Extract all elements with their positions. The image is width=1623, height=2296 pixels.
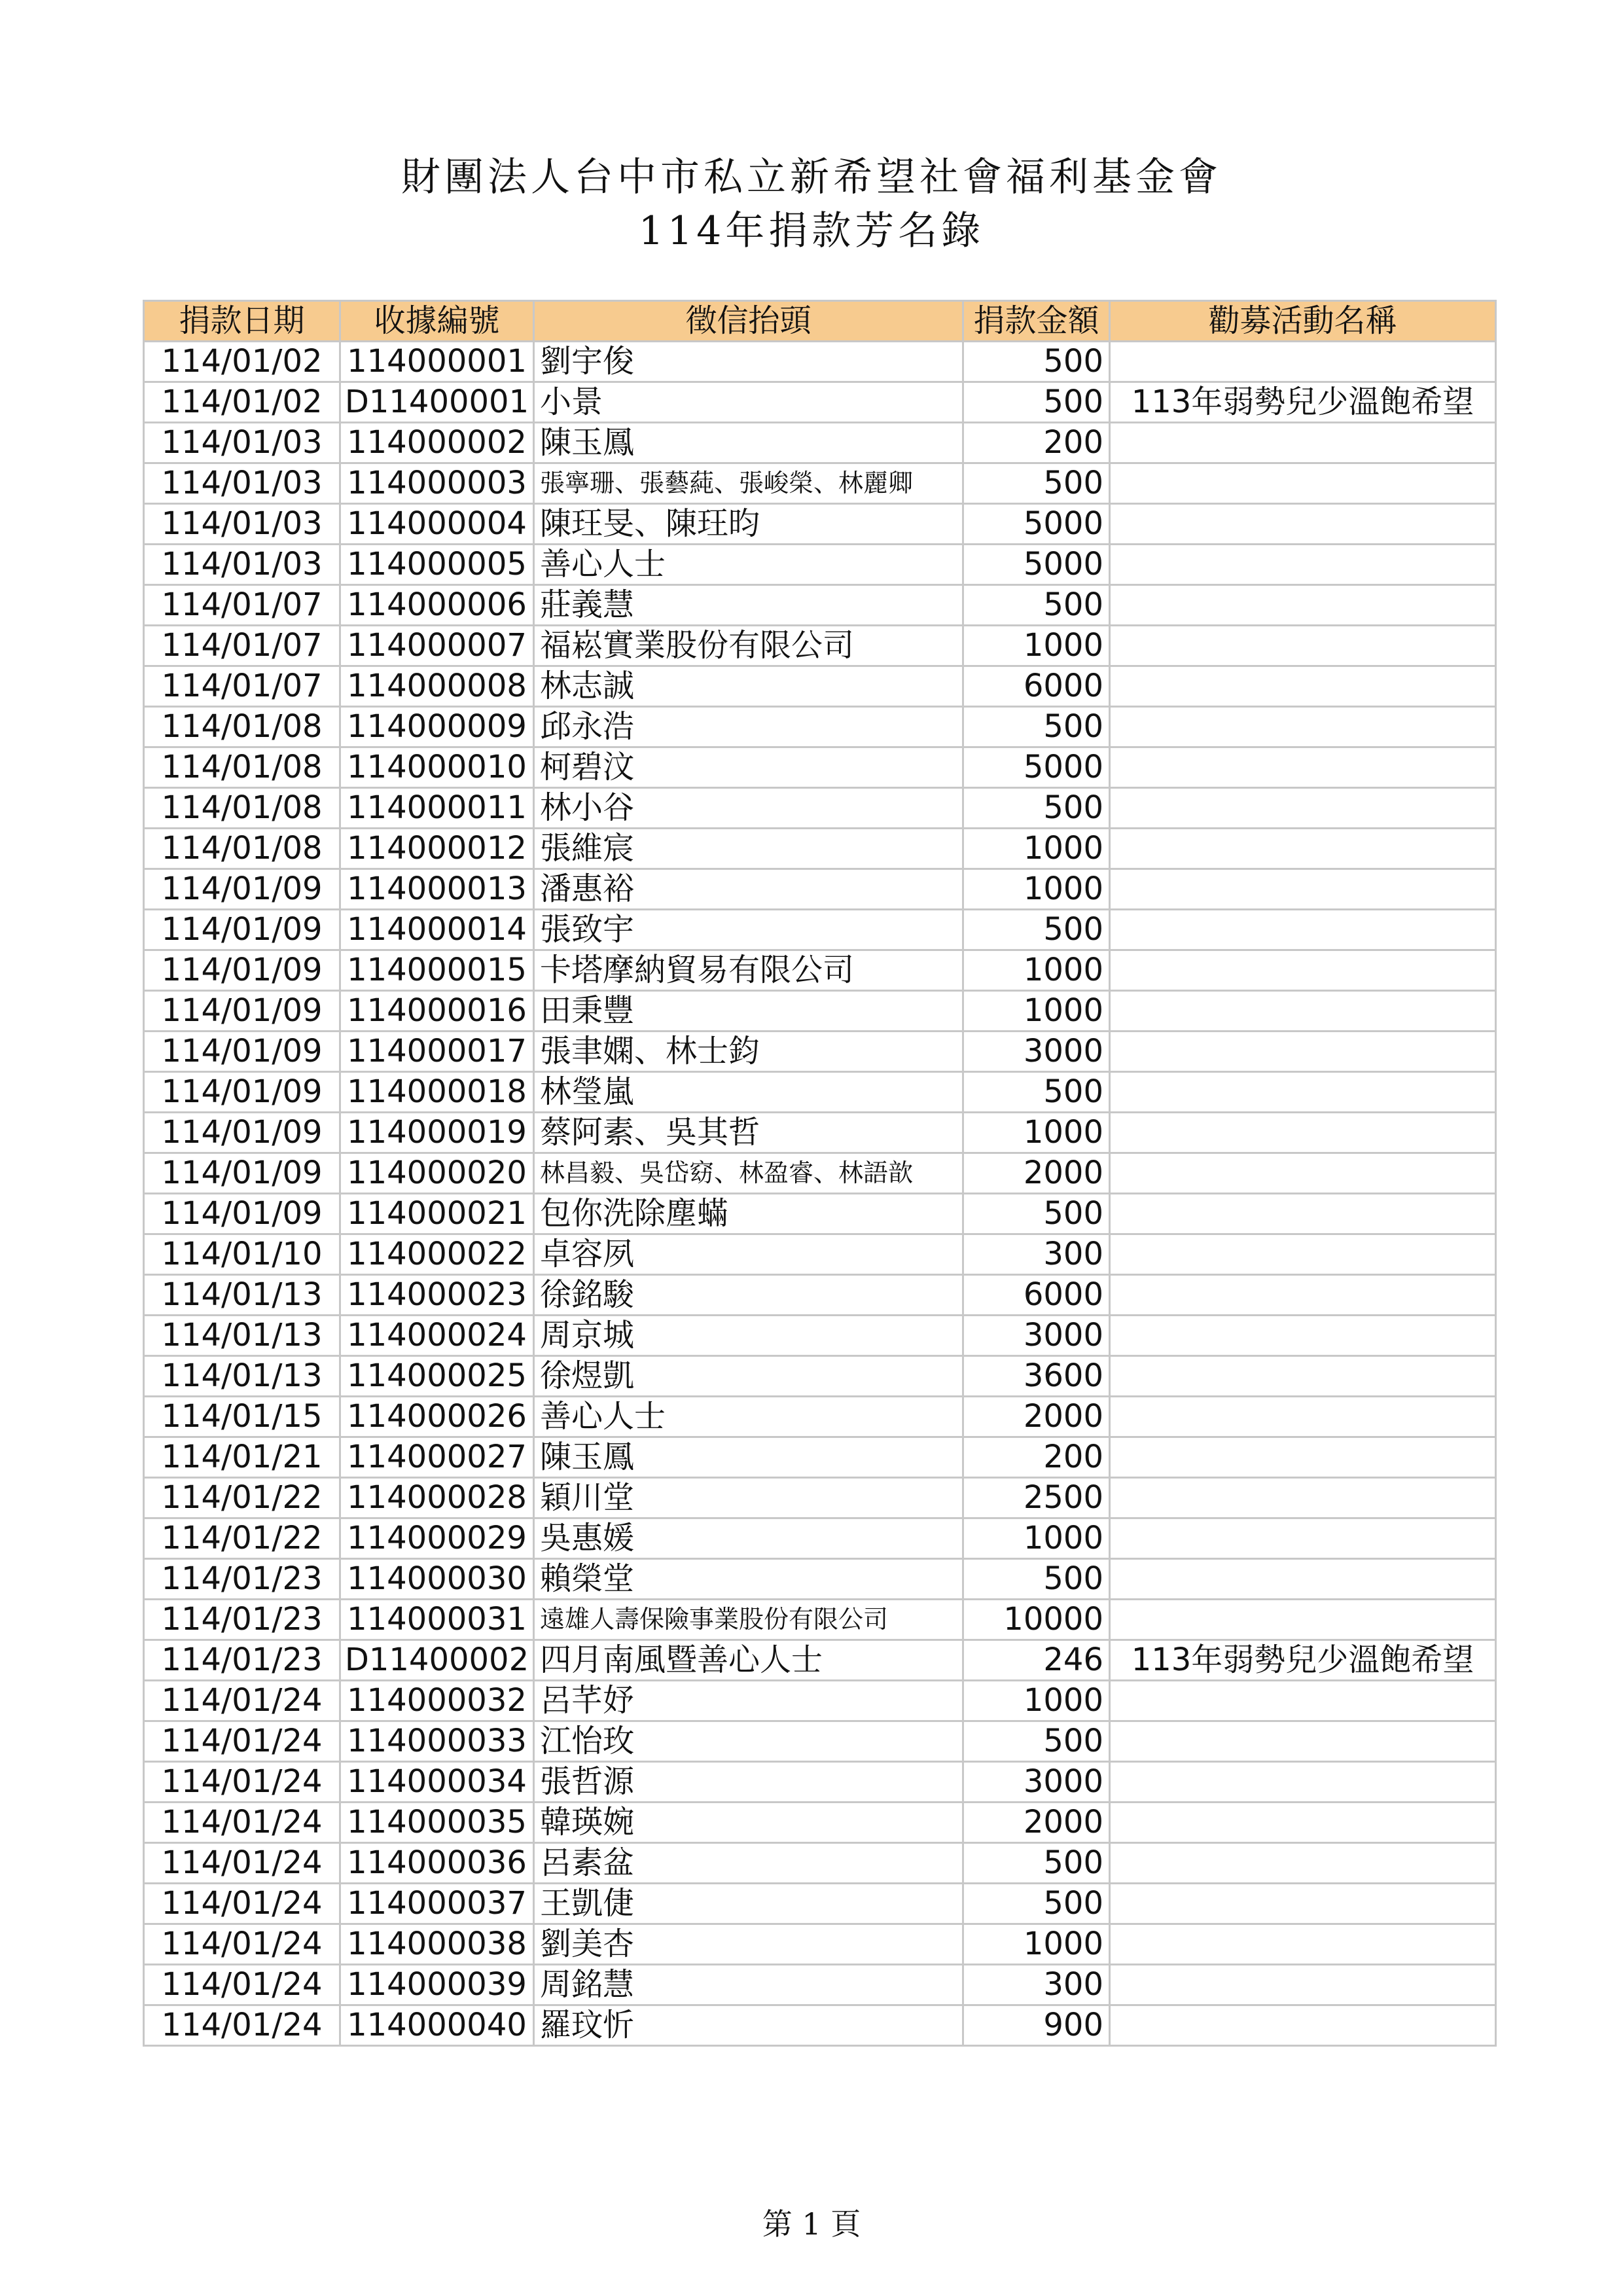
donor-name-cell: 林昌毅、吳岱窈、林盈睿、林語歆 [534, 1153, 963, 1194]
amount-cell: 3000 [963, 1031, 1110, 1072]
table-row [144, 1518, 1496, 1559]
donor-name-cell: 張致宇 [534, 910, 963, 950]
amount-cell: 500 [963, 1884, 1110, 1924]
date-cell: 114/01/24 [144, 1843, 340, 1884]
amount-cell: 3000 [963, 1762, 1110, 1803]
receipt-cell: 114000020 [340, 1153, 534, 1194]
campaign-cell [1110, 585, 1496, 626]
amount-cell: 1000 [963, 869, 1110, 910]
campaign-cell [1110, 666, 1496, 707]
table-row [144, 950, 1496, 991]
receipt-cell: 114000024 [340, 1316, 534, 1356]
amount-cell: 200 [963, 1437, 1110, 1478]
date-cell: 114/01/02 [144, 342, 340, 382]
date-cell: 114/01/07 [144, 626, 340, 666]
donor-name-cell: 善心人士 [534, 1397, 963, 1437]
document-title: 財團法人台中市私立新希望社會福利基金會 [401, 154, 1222, 200]
table-row [144, 1640, 1496, 1681]
date-cell: 114/01/02 [144, 382, 340, 423]
date-cell: 114/01/09 [144, 1072, 340, 1113]
amount-cell: 500 [963, 463, 1110, 504]
header-date: 捐款日期 [144, 301, 340, 342]
receipt-cell: 114000004 [340, 504, 534, 545]
donor-name-cell: 劉美杏 [534, 1924, 963, 1965]
donor-name-cell: 陳玉鳳 [534, 1437, 963, 1478]
date-cell: 114/01/09 [144, 869, 340, 910]
date-cell: 114/01/09 [144, 910, 340, 950]
donor-name-cell: 張哲源 [534, 1762, 963, 1803]
amount-cell: 3600 [963, 1356, 1110, 1397]
amount-cell: 1000 [963, 829, 1110, 869]
receipt-cell: 114000033 [340, 1721, 534, 1762]
receipt-cell: 114000006 [340, 585, 534, 626]
date-cell: 114/01/24 [144, 1681, 340, 1721]
amount-cell: 500 [963, 1072, 1110, 1113]
donor-name-cell: 劉宇俊 [534, 342, 963, 382]
table-row [144, 1356, 1496, 1397]
table-row [144, 1559, 1496, 1600]
date-cell: 114/01/24 [144, 1803, 340, 1843]
receipt-cell: D11400001 [340, 382, 534, 423]
date-cell: 114/01/03 [144, 423, 340, 463]
campaign-cell [1110, 707, 1496, 747]
date-cell: 114/01/24 [144, 1965, 340, 2005]
amount-cell: 2500 [963, 1478, 1110, 1518]
header-name: 徵信抬頭 [534, 301, 963, 342]
receipt-cell: 114000019 [340, 1113, 534, 1153]
table-row [144, 869, 1496, 910]
donor-name-cell: 呂芊妤 [534, 1681, 963, 1721]
receipt-cell: 114000025 [340, 1356, 534, 1397]
donor-name-cell: 江怡玫 [534, 1721, 963, 1762]
amount-cell: 1000 [963, 1681, 1110, 1721]
date-cell: 114/01/24 [144, 1884, 340, 1924]
campaign-cell [1110, 504, 1496, 545]
table-row [144, 342, 1496, 382]
table-row [144, 1965, 1496, 2005]
donor-name-cell: 遠雄人壽保險事業股份有限公司 [534, 1600, 963, 1640]
date-cell: 114/01/23 [144, 1600, 340, 1640]
table-row [144, 1113, 1496, 1153]
date-cell: 114/01/08 [144, 707, 340, 747]
campaign-cell [1110, 1356, 1496, 1397]
table-row [144, 1843, 1496, 1884]
table-row [144, 1397, 1496, 1437]
donor-name-cell: 善心人士 [534, 545, 963, 585]
date-cell: 114/01/13 [144, 1356, 340, 1397]
date-cell: 114/01/15 [144, 1397, 340, 1437]
amount-cell: 500 [963, 788, 1110, 829]
campaign-cell [1110, 1965, 1496, 2005]
campaign-cell [1110, 829, 1496, 869]
receipt-cell: 114000015 [340, 950, 534, 991]
amount-cell: 500 [963, 1721, 1110, 1762]
receipt-cell: 114000037 [340, 1884, 534, 1924]
table-row [144, 1072, 1496, 1113]
receipt-cell: 114000039 [340, 1965, 534, 2005]
table-row [144, 991, 1496, 1031]
amount-cell: 5000 [963, 545, 1110, 585]
amount-cell: 5000 [963, 747, 1110, 788]
campaign-cell [1110, 788, 1496, 829]
donor-name-cell: 陳玉鳳 [534, 423, 963, 463]
amount-cell: 500 [963, 707, 1110, 747]
receipt-cell: 114000026 [340, 1397, 534, 1437]
table-row [144, 382, 1496, 423]
table-row [144, 626, 1496, 666]
receipt-cell: 114000021 [340, 1194, 534, 1234]
receipt-cell: 114000002 [340, 423, 534, 463]
table-row [144, 1234, 1496, 1275]
amount-cell: 6000 [963, 666, 1110, 707]
date-cell: 114/01/09 [144, 991, 340, 1031]
donor-name-cell: 徐銘駿 [534, 1275, 963, 1316]
campaign-cell [1110, 1559, 1496, 1600]
donor-name-cell: 卡塔摩納貿易有限公司 [534, 950, 963, 991]
amount-cell: 6000 [963, 1275, 1110, 1316]
table-row [144, 788, 1496, 829]
receipt-cell: 114000028 [340, 1478, 534, 1518]
receipt-cell: 114000035 [340, 1803, 534, 1843]
receipt-cell: 114000030 [340, 1559, 534, 1600]
receipt-cell: 114000027 [340, 1437, 534, 1478]
page-number: 第 1 頁 [762, 2206, 861, 2242]
date-cell: 114/01/22 [144, 1478, 340, 1518]
header-amount: 捐款金額 [963, 301, 1110, 342]
donor-name-cell: 四月南風暨善心人士 [534, 1640, 963, 1681]
receipt-cell: 114000012 [340, 829, 534, 869]
receipt-cell: 114000040 [340, 2005, 534, 2046]
date-cell: 114/01/08 [144, 747, 340, 788]
table-row [144, 1803, 1496, 1843]
table-row [144, 1721, 1496, 1762]
amount-cell: 500 [963, 342, 1110, 382]
table-row [144, 707, 1496, 747]
amount-cell: 300 [963, 1234, 1110, 1275]
donor-name-cell: 林瑩嵐 [534, 1072, 963, 1113]
date-cell: 114/01/23 [144, 1640, 340, 1681]
table-row [144, 1031, 1496, 1072]
campaign-cell [1110, 1924, 1496, 1965]
receipt-cell: 114000008 [340, 666, 534, 707]
date-cell: 114/01/03 [144, 545, 340, 585]
document-subtitle: 114年捐款芳名錄 [638, 208, 985, 254]
campaign-cell [1110, 1518, 1496, 1559]
table-row [144, 1437, 1496, 1478]
date-cell: 114/01/24 [144, 1721, 340, 1762]
amount-cell: 1000 [963, 1924, 1110, 1965]
campaign-cell [1110, 1113, 1496, 1153]
table-row [144, 1153, 1496, 1194]
receipt-cell: 114000013 [340, 869, 534, 910]
campaign-cell [1110, 1234, 1496, 1275]
campaign-cell [1110, 1275, 1496, 1316]
campaign-cell [1110, 1762, 1496, 1803]
table-body [144, 342, 1496, 2046]
campaign-cell [1110, 1843, 1496, 1884]
campaign-cell [1110, 1478, 1496, 1518]
donor-name-cell: 穎川堂 [534, 1478, 963, 1518]
campaign-cell [1110, 869, 1496, 910]
campaign-cell [1110, 1397, 1496, 1437]
amount-cell: 246 [963, 1640, 1110, 1681]
table-row [144, 2005, 1496, 2046]
donor-name-cell: 林志誠 [534, 666, 963, 707]
donor-name-cell: 徐煜凱 [534, 1356, 963, 1397]
campaign-cell [1110, 463, 1496, 504]
amount-cell: 500 [963, 1194, 1110, 1234]
campaign-cell [1110, 1031, 1496, 1072]
amount-cell: 2000 [963, 1397, 1110, 1437]
donor-name-cell: 羅玟忻 [534, 2005, 963, 2046]
date-cell: 114/01/24 [144, 2005, 340, 2046]
donor-name-cell: 張寧珊、張藝蒓、張峻榮、林麗卿 [534, 463, 963, 504]
table-row [144, 463, 1496, 504]
table-row [144, 1884, 1496, 1924]
campaign-cell [1110, 1437, 1496, 1478]
donor-name-cell: 潘惠裕 [534, 869, 963, 910]
amount-cell: 500 [963, 382, 1110, 423]
campaign-cell [1110, 910, 1496, 950]
date-cell: 114/01/24 [144, 1924, 340, 1965]
date-cell: 114/01/13 [144, 1316, 340, 1356]
receipt-cell: 114000023 [340, 1275, 534, 1316]
table-row [144, 1194, 1496, 1234]
receipt-cell: D11400002 [340, 1640, 534, 1681]
receipt-cell: 114000007 [340, 626, 534, 666]
campaign-cell [1110, 1072, 1496, 1113]
table-row [144, 747, 1496, 788]
table-row [144, 910, 1496, 950]
date-cell: 114/01/07 [144, 585, 340, 626]
amount-cell: 500 [963, 910, 1110, 950]
campaign-cell [1110, 423, 1496, 463]
receipt-cell: 114000038 [340, 1924, 534, 1965]
receipt-cell: 114000016 [340, 991, 534, 1031]
amount-cell: 2000 [963, 1803, 1110, 1843]
amount-cell: 5000 [963, 504, 1110, 545]
donor-name-cell: 賴榮堂 [534, 1559, 963, 1600]
receipt-cell: 114000009 [340, 707, 534, 747]
receipt-cell: 114000010 [340, 747, 534, 788]
campaign-cell [1110, 1600, 1496, 1640]
receipt-cell: 114000022 [340, 1234, 534, 1275]
date-cell: 114/01/24 [144, 1762, 340, 1803]
header-campaign: 勸募活動名稱 [1110, 301, 1496, 342]
receipt-cell: 114000031 [340, 1600, 534, 1640]
receipt-cell: 114000014 [340, 910, 534, 950]
campaign-cell [1110, 1153, 1496, 1194]
date-cell: 114/01/10 [144, 1234, 340, 1275]
donor-name-cell: 呂素盆 [534, 1843, 963, 1884]
receipt-cell: 114000036 [340, 1843, 534, 1884]
table-row [144, 423, 1496, 463]
amount-cell: 200 [963, 423, 1110, 463]
donor-name-cell: 周銘慧 [534, 1965, 963, 2005]
amount-cell: 3000 [963, 1316, 1110, 1356]
table-header-row [144, 301, 1496, 342]
donor-name-cell: 柯碧汶 [534, 747, 963, 788]
amount-cell: 1000 [963, 1113, 1110, 1153]
date-cell: 114/01/03 [144, 463, 340, 504]
campaign-cell [1110, 950, 1496, 991]
table-row [144, 666, 1496, 707]
table-row [144, 585, 1496, 626]
donor-name-cell: 林小谷 [534, 788, 963, 829]
campaign-cell [1110, 1681, 1496, 1721]
date-cell: 114/01/13 [144, 1275, 340, 1316]
amount-cell: 500 [963, 585, 1110, 626]
donor-name-cell: 卓容夙 [534, 1234, 963, 1275]
donor-name-cell: 小景 [534, 382, 963, 423]
amount-cell: 1000 [963, 991, 1110, 1031]
donor-name-cell: 蔡阿素、吳其哲 [534, 1113, 963, 1153]
donor-name-cell: 吳惠媛 [534, 1518, 963, 1559]
donor-name-cell: 張維宸 [534, 829, 963, 869]
date-cell: 114/01/09 [144, 1031, 340, 1072]
receipt-cell: 114000029 [340, 1518, 534, 1559]
campaign-cell [1110, 747, 1496, 788]
amount-cell: 1000 [963, 1518, 1110, 1559]
donor-name-cell: 韓瑛婉 [534, 1803, 963, 1843]
receipt-cell: 114000011 [340, 788, 534, 829]
campaign-cell [1110, 626, 1496, 666]
table-row [144, 1924, 1496, 1965]
amount-cell: 1000 [963, 626, 1110, 666]
campaign-cell: 113年弱勢兒少溫飽希望 [1110, 1640, 1496, 1681]
header-receipt: 收據編號 [340, 301, 534, 342]
date-cell: 114/01/09 [144, 1153, 340, 1194]
amount-cell: 500 [963, 1843, 1110, 1884]
table-row [144, 829, 1496, 869]
donor-name-cell: 福崧實業股份有限公司 [534, 626, 963, 666]
amount-cell: 1000 [963, 950, 1110, 991]
campaign-cell [1110, 991, 1496, 1031]
table-row [144, 1478, 1496, 1518]
campaign-cell [1110, 1194, 1496, 1234]
date-cell: 114/01/09 [144, 1113, 340, 1153]
table-row [144, 1762, 1496, 1803]
donor-name-cell: 王凱倢 [534, 1884, 963, 1924]
donor-name-cell: 張聿嫻、林士鈞 [534, 1031, 963, 1072]
receipt-cell: 114000003 [340, 463, 534, 504]
date-cell: 114/01/08 [144, 829, 340, 869]
receipt-cell: 114000032 [340, 1681, 534, 1721]
campaign-cell [1110, 1803, 1496, 1843]
date-cell: 114/01/09 [144, 1194, 340, 1234]
campaign-cell: 113年弱勢兒少溫飽希望 [1110, 382, 1496, 423]
date-cell: 114/01/08 [144, 788, 340, 829]
donation-table [143, 300, 1497, 2047]
table-row [144, 545, 1496, 585]
campaign-cell [1110, 342, 1496, 382]
campaign-cell [1110, 2005, 1496, 2046]
date-cell: 114/01/21 [144, 1437, 340, 1478]
date-cell: 114/01/07 [144, 666, 340, 707]
receipt-cell: 114000034 [340, 1762, 534, 1803]
date-cell: 114/01/23 [144, 1559, 340, 1600]
amount-cell: 500 [963, 1559, 1110, 1600]
receipt-cell: 114000017 [340, 1031, 534, 1072]
table-row [144, 1600, 1496, 1640]
date-cell: 114/01/09 [144, 950, 340, 991]
receipt-cell: 114000005 [340, 545, 534, 585]
amount-cell: 10000 [963, 1600, 1110, 1640]
amount-cell: 900 [963, 2005, 1110, 2046]
donor-name-cell: 包你洗除塵蟎 [534, 1194, 963, 1234]
donor-name-cell: 陳玨旻、陳玨昀 [534, 504, 963, 545]
campaign-cell [1110, 545, 1496, 585]
table-row [144, 1275, 1496, 1316]
amount-cell: 2000 [963, 1153, 1110, 1194]
donor-name-cell: 莊義慧 [534, 585, 963, 626]
date-cell: 114/01/22 [144, 1518, 340, 1559]
donor-name-cell: 田秉豐 [534, 991, 963, 1031]
table-row [144, 504, 1496, 545]
amount-cell: 300 [963, 1965, 1110, 2005]
date-cell: 114/01/03 [144, 504, 340, 545]
table-row [144, 1681, 1496, 1721]
donor-name-cell: 邱永浩 [534, 707, 963, 747]
campaign-cell [1110, 1316, 1496, 1356]
campaign-cell [1110, 1721, 1496, 1762]
receipt-cell: 114000001 [340, 342, 534, 382]
table-row [144, 1316, 1496, 1356]
donor-name-cell: 周京城 [534, 1316, 963, 1356]
receipt-cell: 114000018 [340, 1072, 534, 1113]
campaign-cell [1110, 1884, 1496, 1924]
